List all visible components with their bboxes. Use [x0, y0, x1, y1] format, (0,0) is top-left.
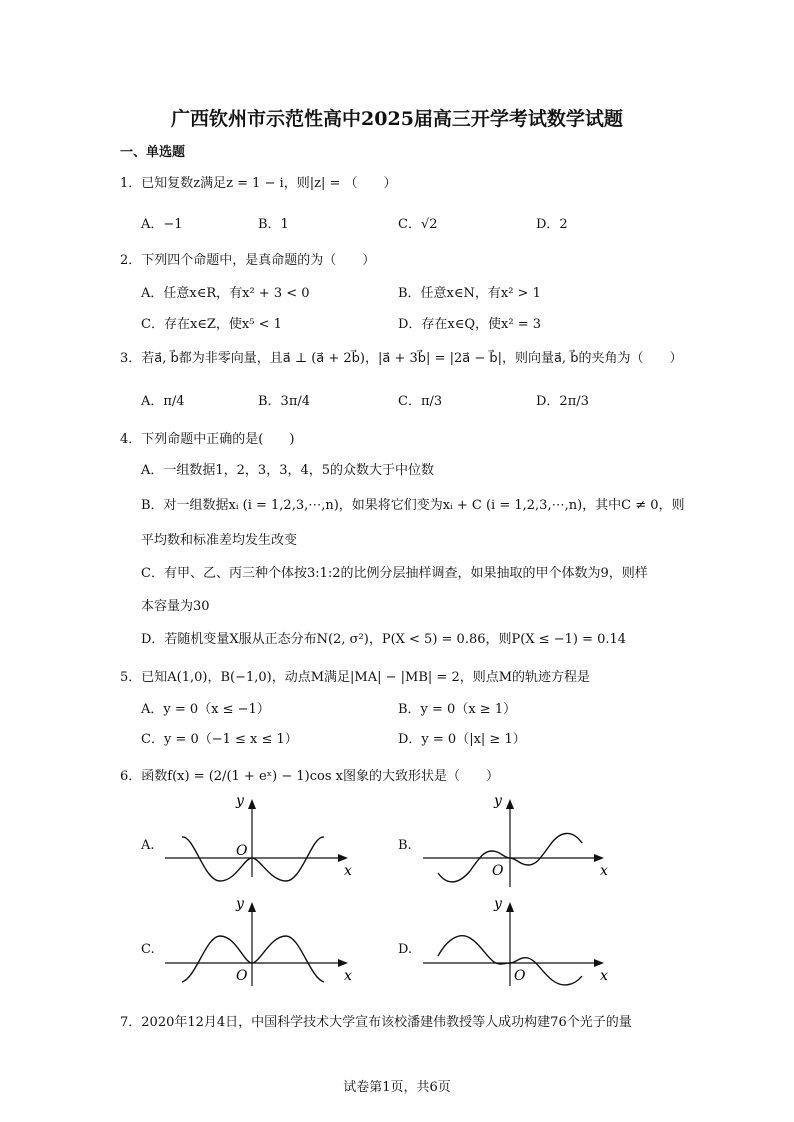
question-1-stem: 1．已知复数z满足z = 1 − i，则|z| = （ ）	[120, 176, 397, 191]
origin-label: O	[236, 843, 248, 859]
origin-label: O	[492, 863, 504, 879]
x-axis-arrow-icon	[338, 854, 348, 862]
x-label: x	[344, 863, 352, 879]
x-label: x	[344, 968, 352, 984]
question-4-stem: 4．下列命题中正确的是( )	[120, 432, 295, 447]
question-5-stem: 5．已知A(1,0)，B(−1,0)，动点M满足|MA| − |MB| = 2，则点M的轨迹方程是	[120, 670, 591, 685]
origin-label: O	[514, 968, 526, 984]
question-3-stem: 3．若a⃗, b⃗都为非零向量，且a⃗ ⊥ (a⃗ + 2b⃗)，|a⃗ + 3b⃗| = |2a⃗ − b⃗|，则向量a⃗, b⃗的夹角为（ ）	[120, 351, 683, 366]
question-1-option-a: A．−1	[141, 217, 183, 232]
page-footer: 试卷第1页，共6页	[343, 1080, 451, 1095]
y-axis-arrow-icon	[506, 902, 514, 912]
question-1-option-d: D．2	[536, 217, 568, 232]
question-4-option-d: D．若随机变量X服从正态分布N(2, σ²)，P(X < 5) = 0.86，则P(X ≤ −1) = 0.14	[141, 632, 627, 647]
section-heading-single-choice: 一、单选题	[120, 145, 186, 160]
question-2-option-c: C．存在x∈Z，使x⁵ < 1	[141, 317, 282, 332]
curve-a	[182, 837, 324, 881]
y-label: y	[236, 793, 244, 809]
question-2-option-b: B．任意x∈N，有x² > 1	[398, 286, 541, 301]
graph-d	[418, 898, 618, 988]
y-axis-arrow-icon	[248, 902, 256, 912]
y-axis-arrow-icon	[248, 799, 256, 809]
y-label: y	[494, 896, 502, 912]
graph-a	[160, 795, 360, 880]
question-3-option-d: D．2π/3	[536, 394, 589, 409]
question-1-option-b: B．1	[258, 217, 289, 232]
question-6-stem: 6．函数f(x) = (2/(1 + eˣ) − 1)cos x图象的大致形状是（ ）	[120, 769, 499, 784]
curve-c	[182, 936, 324, 982]
question-4-option-a: A．一组数据1，2，3，3，4，5的众数大于中位数	[141, 463, 435, 478]
graph-label-d: D.	[398, 942, 413, 957]
x-label: x	[600, 863, 608, 879]
x-axis-arrow-icon	[338, 959, 348, 967]
question-1-option-c: C．√2	[398, 217, 438, 232]
question-3-option-c: C．π/3	[398, 394, 443, 409]
question-3-option-b: B．3π/4	[258, 394, 311, 409]
x-axis-arrow-icon	[594, 959, 604, 967]
graph-label-c: C.	[141, 942, 155, 957]
origin-label: O	[236, 968, 248, 984]
question-5-option-a: A．y = 0（x ≤ −1）	[141, 702, 270, 717]
y-axis-arrow-icon	[506, 799, 514, 809]
graph-label-a: A.	[141, 838, 155, 853]
question-2-stem: 2．下列四个命题中，是真命题的为（ ）	[120, 253, 376, 268]
question-5-option-b: B．y = 0（x ≥ 1）	[398, 702, 517, 717]
graph-b	[418, 795, 618, 890]
question-4-option-b: B．对一组数据xᵢ (i = 1,2,3,⋯,n)，如果将它们变为xᵢ + C (i = 1,2,3,⋯,n)，其中C ≠ 0，则	[141, 498, 685, 513]
question-4-option-c-continued: 本容量为30	[141, 599, 210, 614]
question-2-option-d: D．存在x∈Q，使x² = 3	[398, 317, 542, 332]
exam-title: 广西钦州市示范性高中2025届高三开学考试数学试题	[171, 108, 623, 130]
x-axis-arrow-icon	[594, 854, 604, 862]
question-7-stem: 7．2020年12月4日，中国科学技术大学宣布该校潘建伟教授等人成功构建76个光子的量	[120, 1015, 632, 1030]
x-label: x	[600, 968, 608, 984]
question-3-option-a: A．π/4	[141, 394, 185, 409]
question-4-option-b-continued: 平均数和标准差均发生改变	[141, 533, 298, 548]
question-5-option-d: D．y = 0（|x| ≥ 1）	[398, 732, 526, 747]
question-5-option-c: C．y = 0（−1 ≤ x ≤ 1）	[141, 732, 298, 747]
question-4-option-c: C．有甲、乙、丙三种个体按3:1:2的比例分层抽样调查，如果抽取的甲个体数为9，则样	[141, 566, 648, 581]
question-2-option-a: A．任意x∈R，有x² + 3 < 0	[141, 286, 310, 301]
y-label: y	[236, 896, 244, 912]
y-label: y	[494, 793, 502, 809]
graph-c	[160, 898, 360, 988]
graph-label-b: B.	[398, 838, 412, 853]
